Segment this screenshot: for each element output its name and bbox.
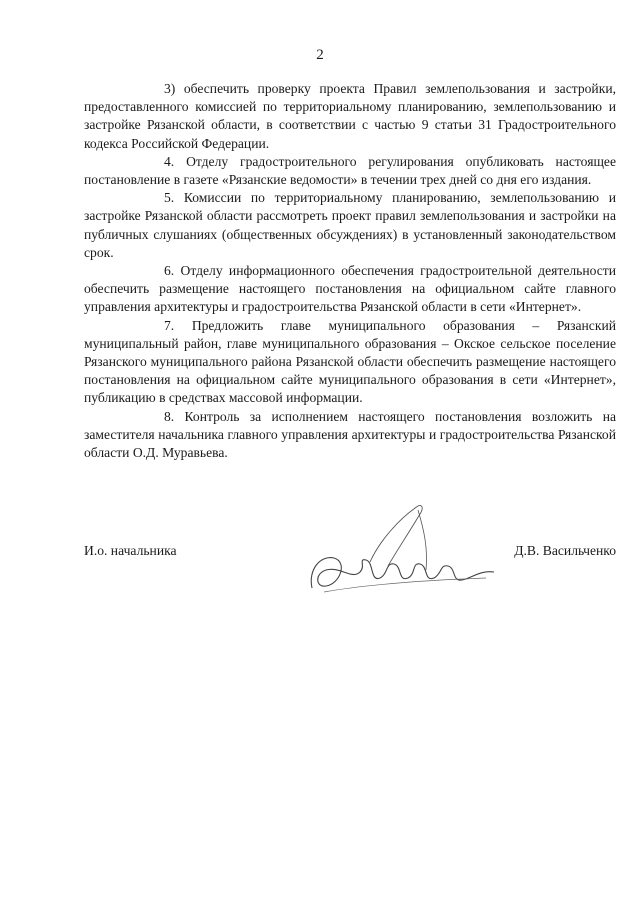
paragraph-number: 6. [164,263,175,279]
paragraph-8 [84,408,616,463]
paragraph-text: Комиссии по территориальному планированию, землепользованию и застройке Рязанской области рассмотреть проект правил землепользования и застройки на публичных слушаниях (общественных обсуждениях) в установленный законодательством срок. [84,190,616,260]
document-body [84,80,616,462]
page-number: 2 [316,47,324,63]
paragraph-number: 8. [164,408,175,424]
paragraph-text: обеспечить проверку проекта Правил землепользования и застройки, предоставленного комиссией по территориальному планированию, землепользованию и застройке Рязанской области, в соответствии с частью 9 статьи 31 Градостроительного кодекса Российской Федерации. [84,81,616,151]
handwritten-signature [300,500,500,600]
paragraph-number: 7. [164,317,175,333]
paragraph-6 [84,262,616,317]
paragraph-text: Контроль за исполнением настоящего постановления возложить на заместителя начальника главного управления архитектуры и градостроительства Рязанской области О.Д. Муравьева. [84,408,616,461]
paragraph-4 [84,153,616,189]
paragraph-number: 5. [164,190,175,206]
paragraph-text: Отделу информационного обеспечения градостроительной деятельности обеспечить размещение настоящего постановления на официальном сайте главного управления архитектуры и градостроительства Рязанской области в сети «Интернет». [84,263,617,315]
paragraph-3 [84,80,616,153]
paragraph-text: Отделу градостроительного регулирования опубликовать настоящее постановление в газете «Рязанские ведомости» в течении трех дней со дня его издания. [84,153,616,188]
paragraph-text: Предложить главе муниципального образования – Рязанский муниципальный район, главе муниципального образования – Окское сельское поселение Рязанского муниципального района Рязанской области обеспечить размещение настоящего постановления на официальном сайте муниципального образования в сети «Интернет», публикацию в средствах массовой информации. [84,317,616,406]
signatory-name: Д.В. Васильченко [514,543,616,558]
paragraph-number: 4. [164,153,175,169]
paragraph-5 [84,189,616,262]
paragraph-7 [84,317,616,408]
signatory-position: И.о. начальника [84,543,177,558]
paragraph-number: 3) [164,81,176,96]
